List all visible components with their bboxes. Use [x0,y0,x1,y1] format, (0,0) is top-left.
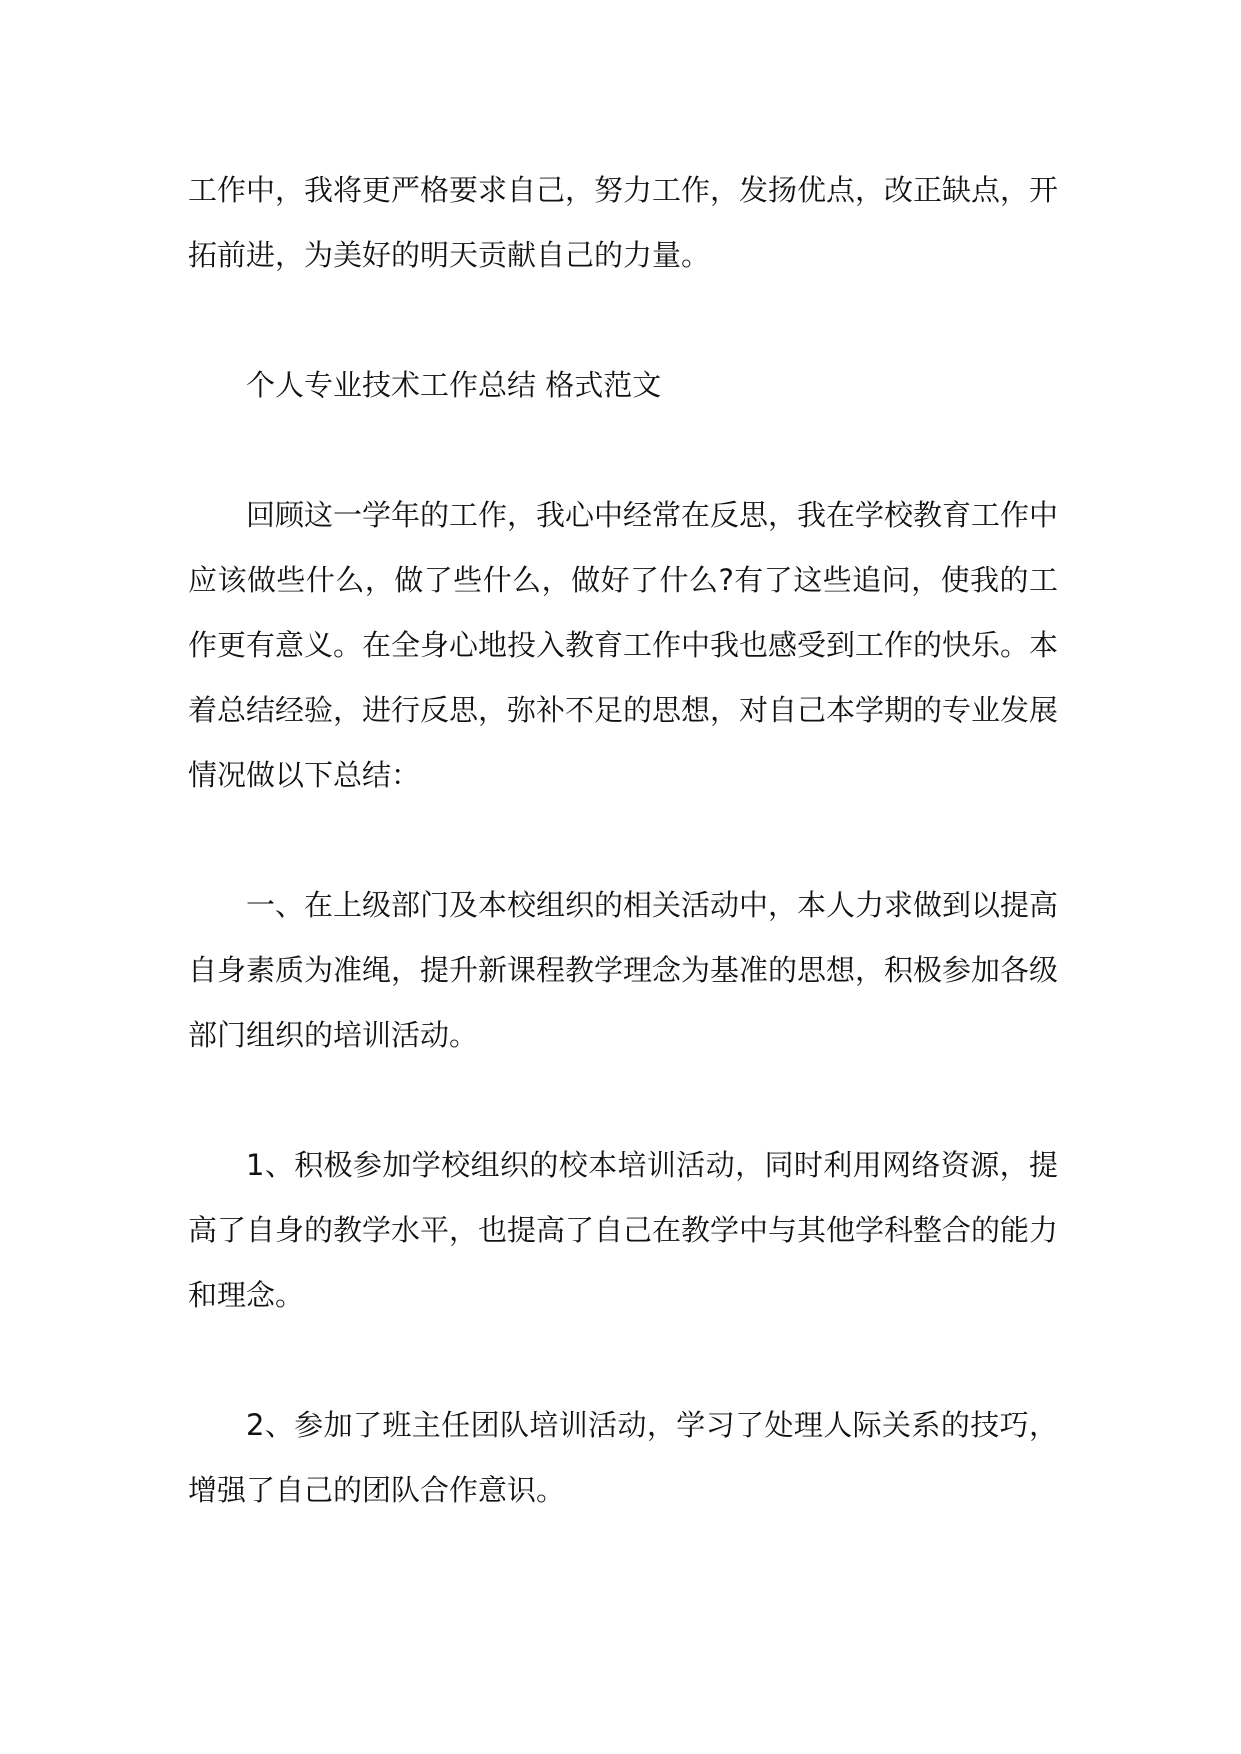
paragraph-continuation: 工作中，我将更严格要求自己，努力工作，发扬优点，改正缺点，开拓前进，为美好的明天贡献自己的力量。 [188,173,1059,272]
paragraph-item-1: 1、积极参加学校组织的校本培训活动，同时利用网络资源，提高了自身的教学水平，也提高了自己在教学中与其他学科整合的能力和理念。 [188,1148,1059,1312]
paragraph-item-2: 2、参加了班主任团队培训活动，学习了处理人际关系的技巧，增强了自己的团队合作意识。 [188,1408,1058,1507]
paragraph-section-one: 一、在上级部门及本校组织的相关活动中，本人力求做到以提高自身素质为准绳，提升新课程教学理念为基准的思想，积极参加各级部门组织的培训活动。 [188,888,1059,1052]
paragraph-intro: 回顾这一学年的工作，我心中经常在反思，我在学校教育工作中应该做些什么，做了些什么，做好了什么?有了这些追问，使我的工作更有意义。在全身心地投入教育工作中我也感受到工作的快乐。本着总结经验，进行反思，弥补不足的思想，对自己本学期的专业发展情况做以下总结： [188,498,1059,792]
document-body [188,158,1058,1523]
section-title: 个人专业技术工作总结 格式范文 [246,368,662,402]
